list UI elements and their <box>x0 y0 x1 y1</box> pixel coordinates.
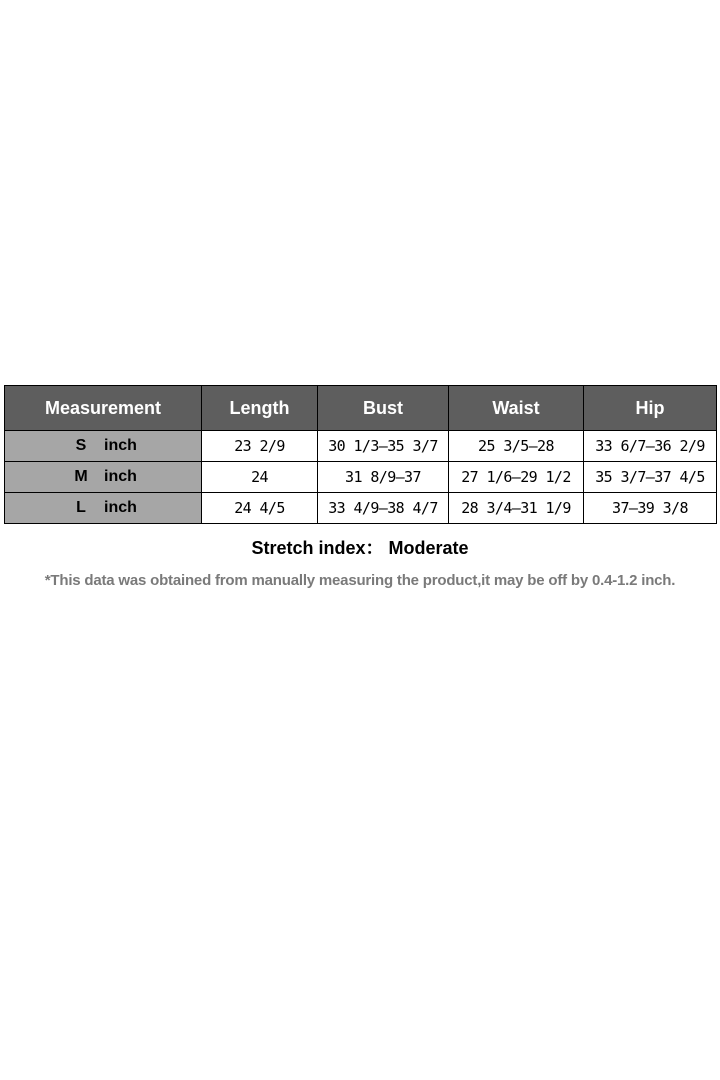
hip-cell: 35 3/7—37 4/5 <box>584 462 717 493</box>
header-length: Length <box>202 386 318 431</box>
hip-cell: 33 6/7—36 2/9 <box>584 431 717 462</box>
row-label <box>5 431 202 462</box>
stretch-index-text: Stretch index： Moderate <box>251 538 469 558</box>
table-row <box>5 431 717 462</box>
waist-cell: 25 3/5—28 <box>449 431 584 462</box>
table-header <box>5 386 717 431</box>
header-hip: Hip <box>584 386 717 431</box>
row-label <box>5 462 202 493</box>
header-measurement: Measurement <box>5 386 202 431</box>
bust-cell: 33 4/9—38 4/7 <box>318 493 449 524</box>
table-row <box>5 493 717 524</box>
waist-cell: 28 3/4—31 1/9 <box>449 493 584 524</box>
bust-cell: 31 8/9—37 <box>318 462 449 493</box>
bust-cell: 30 1/3—35 3/7 <box>318 431 449 462</box>
header-waist: Waist <box>449 386 584 431</box>
unit-label: inch <box>104 437 137 454</box>
unit-label: inch <box>104 499 137 516</box>
size-label: L <box>76 499 86 516</box>
length-cell: 24 <box>202 462 318 493</box>
size-chart-table <box>4 385 717 524</box>
hip-cell: 37—39 3/8 <box>584 493 717 524</box>
table-body <box>5 431 717 524</box>
measurement-disclaimer: *This data was obtained from manually measuring the product,it may be off by 0.4-1.2 inch. <box>44 572 676 589</box>
table-row <box>5 462 717 493</box>
row-label <box>5 493 202 524</box>
length-cell: 23 2/9 <box>202 431 318 462</box>
unit-label: inch <box>104 468 137 485</box>
waist-cell: 27 1/6—29 1/2 <box>449 462 584 493</box>
header-row <box>5 386 717 431</box>
size-label: S <box>75 437 87 454</box>
size-label: M <box>74 468 88 485</box>
header-bust: Bust <box>318 386 449 431</box>
length-cell: 24 4/5 <box>202 493 318 524</box>
